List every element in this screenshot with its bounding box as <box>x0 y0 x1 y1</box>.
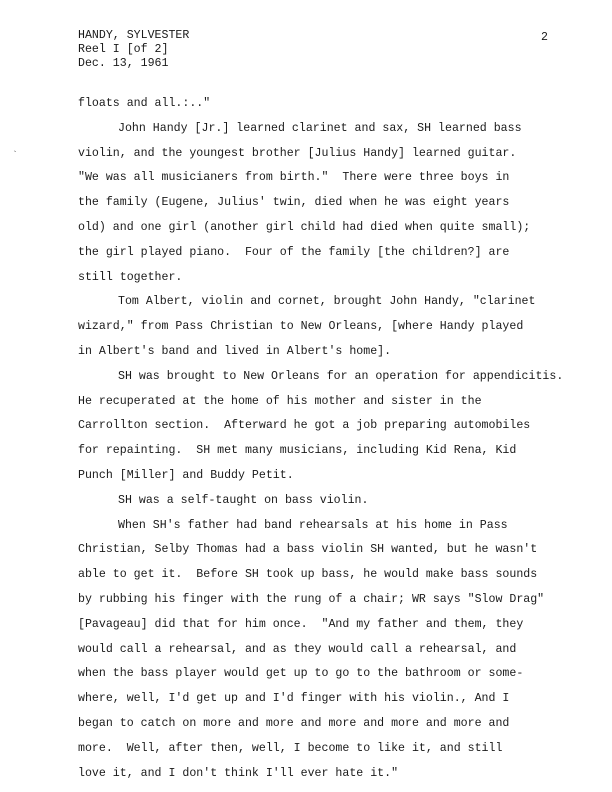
margin-mark: ` <box>12 151 19 162</box>
text-line: where, well, I'd get up and I'd finger with his violin., And I <box>78 692 510 706</box>
text-line: the girl played piano. Four of the family [the children?] are <box>78 245 510 259</box>
text-line: SH was brought to New Orleans for an operation for appendicitis. <box>118 369 564 383</box>
text-line: Carrollton section. Afterward he got a job preparing automobiles <box>78 419 531 433</box>
text-line: Punch [Miller] and Buddy Petit. <box>78 468 294 482</box>
text-line: John Handy [Jr.] learned clarinet and sax, SH learned bass <box>118 121 522 135</box>
text-line: violin, and the youngest brother [Julius Handy] learned guitar. <box>78 146 517 160</box>
text-line: Christian, Selby Thomas had a bass violin SH wanted, but he wasn't <box>78 543 538 557</box>
text-line: would call a rehearsal, and as they would call a rehearsal, and <box>78 642 517 656</box>
text-line: when the bass player would get up to go to the bathroom or some- <box>78 667 524 681</box>
interview-date: Dec. 13, 1961 <box>78 57 169 70</box>
text-line: "We was all musicianers from birth." There were three boys in <box>78 171 510 185</box>
text-line: still together. <box>78 270 183 284</box>
transcript-body <box>78 92 564 786</box>
document-header <box>78 29 189 71</box>
text-line: able to get it. Before SH took up bass, he would make bass sounds <box>78 568 538 582</box>
text-line: When SH's father had band rehearsals at his home in Pass <box>118 518 508 532</box>
text-line: in Albert's band and lived in Albert's home]. <box>78 344 392 358</box>
text-line: more. Well, after then, well, I become to like it, and still <box>78 741 503 755</box>
text-line: the family (Eugene, Julius' twin, died when he was eight years <box>78 196 510 210</box>
text-line: [Pavageau] did that for him once. "And my father and them, they <box>78 617 524 631</box>
text-line: He recuperated at the home of his mother and sister in the <box>78 394 482 408</box>
text-line: love it, and I don't think I'll ever hate it." <box>78 766 399 780</box>
text-line: by rubbing his finger with the rung of a chair; WR says "Slow Drag" <box>78 592 545 606</box>
text-line: SH was a self-taught on bass violin. <box>118 493 369 507</box>
text-line: wizard," from Pass Christian to New Orleans, [where Handy played <box>78 320 524 334</box>
text-line: floats and all.:.." <box>78 97 211 110</box>
text-line: for repainting. SH met many musicians, including Kid Rena, Kid <box>78 444 517 458</box>
reel-label: Reel I [of 2] <box>78 43 169 56</box>
page-number: 2 <box>541 31 548 44</box>
text-line: Tom Albert, violin and cornet, brought John Handy, "clarinet <box>118 295 536 309</box>
text-line: began to catch on more and more and more and more and more and <box>78 716 510 730</box>
interviewee-name: HANDY, SYLVESTER <box>78 29 190 42</box>
text-line: old) and one girl (another girl child had died when quite small); <box>78 220 531 234</box>
